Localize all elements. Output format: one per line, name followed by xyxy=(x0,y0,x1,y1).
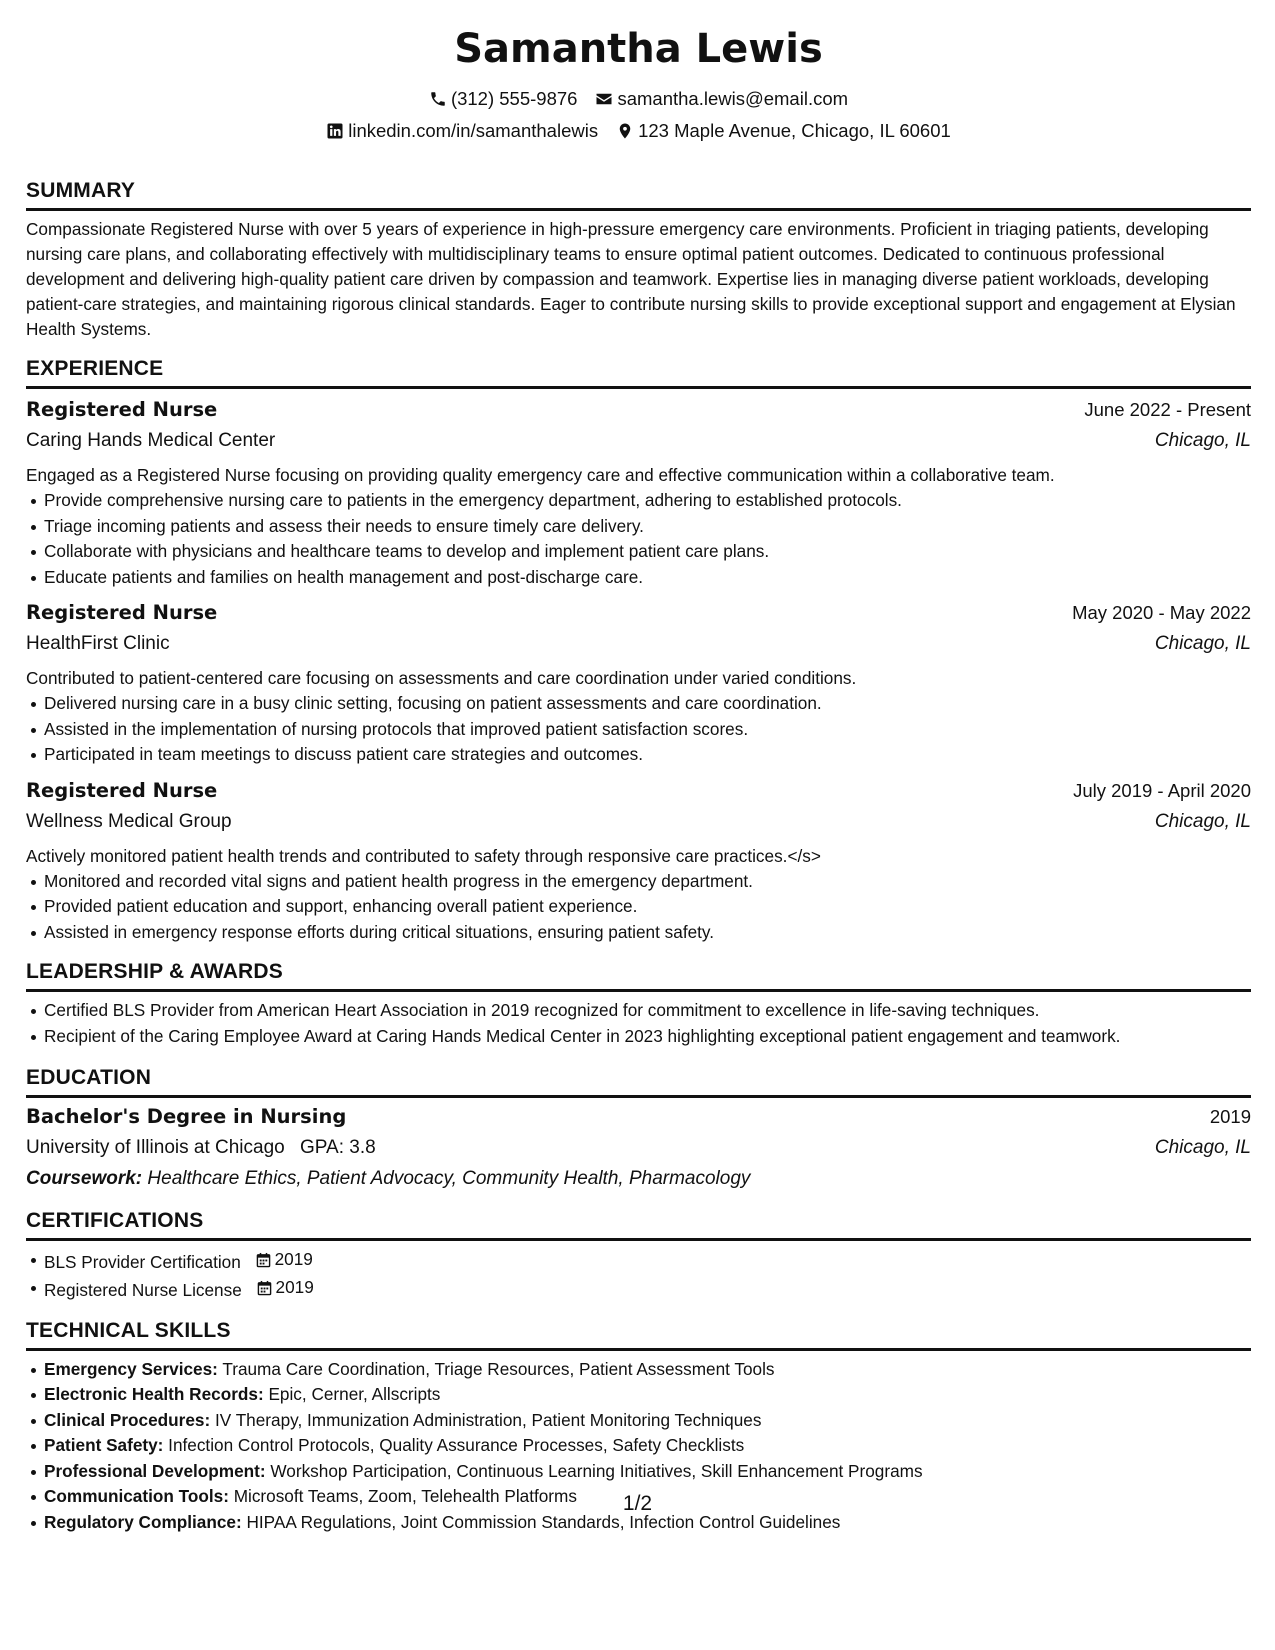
cert-date: 2019 xyxy=(275,1277,314,1298)
linkedin-text: linkedin.com/in/samanthalewis xyxy=(348,120,599,141)
education-section xyxy=(26,1065,1251,1194)
skill-label: Electronic Health Records: xyxy=(44,1384,264,1404)
job-company: Caring Hands Medical Center xyxy=(26,430,276,451)
education-heading: EDUCATION xyxy=(26,1065,1251,1098)
cert-name: BLS Provider Certification xyxy=(44,1251,241,1272)
degree-title: Bachelor's Degree in Nursing xyxy=(26,1105,347,1128)
job-description: Contributed to patient-centered care focusing on assessments and care coordination under varied conditions. xyxy=(26,668,857,688)
certifications-section xyxy=(26,1208,1251,1304)
list-item xyxy=(44,1357,1251,1383)
job-title: Registered Nurse xyxy=(26,601,218,624)
envelope-icon xyxy=(595,90,613,108)
job-bullets xyxy=(26,691,1251,768)
job-title: Registered Nurse xyxy=(26,398,218,421)
cert-date: 2019 xyxy=(274,1249,313,1269)
skill-label: Clinical Procedures: xyxy=(44,1409,211,1430)
list-item: Delivered nursing care in a busy clinic setting, focusing on patient assessments and care coordination. xyxy=(44,691,1251,717)
coursework-line xyxy=(26,1164,1251,1194)
skill-label: Professional Development: xyxy=(44,1460,266,1481)
phone-text: (312) 555-9876 xyxy=(450,88,578,109)
job-company: HealthFirst Clinic xyxy=(26,633,170,654)
calendar-icon xyxy=(257,1280,272,1296)
job-dates: June 2022 - Present xyxy=(1084,399,1251,420)
job-bullets xyxy=(26,869,1251,946)
leadership-section xyxy=(26,959,1251,1049)
contact-address xyxy=(616,118,951,144)
job-location: Chicago, IL xyxy=(1154,430,1251,451)
candidate-name: Samantha Lewis xyxy=(454,26,823,72)
list-item xyxy=(44,1459,1251,1485)
list-item: Provided patient education and support, enhancing overall patient experience. xyxy=(44,894,1251,920)
experience-section xyxy=(26,356,1251,945)
skill-value: Epic, Cerner, Allscripts xyxy=(268,1384,441,1404)
page-number: 1/2 xyxy=(622,1492,653,1515)
job-description: Actively monitored patient health trends and contributed to safety through responsive care practices.</s> xyxy=(26,845,821,866)
job-location: Chicago, IL xyxy=(1154,633,1251,654)
summary-heading: SUMMARY xyxy=(26,178,1251,211)
school-location: Chicago, IL xyxy=(1154,1137,1251,1158)
experience-heading: EXPERIENCE xyxy=(26,356,1251,389)
list-item xyxy=(44,1433,1251,1459)
job-dates: May 2020 - May 2022 xyxy=(1072,602,1251,623)
list-item xyxy=(44,1382,1251,1408)
address-text: 123 Maple Avenue, Chicago, IL 60601 xyxy=(638,120,951,141)
list-item: Educate patients and families on health management and post-discharge care. xyxy=(44,565,1251,591)
contact-row-primary xyxy=(26,86,1251,112)
summary-section xyxy=(26,178,1251,342)
job-entry xyxy=(26,776,1251,946)
contact-phone[interactable] xyxy=(429,86,578,112)
gpa-text: GPA: 3.8 xyxy=(300,1137,376,1158)
skill-label: Patient Safety: xyxy=(44,1435,164,1455)
job-entry xyxy=(26,598,1251,768)
skill-value: Trauma Care Coordination, Triage Resources, Patient Assessment Tools xyxy=(222,1358,775,1379)
job-description: Engaged as a Registered Nurse focusing on providing quality emergency care and effective communication within a collaborative team. xyxy=(26,465,1055,485)
list-item: Participated in team meetings to discuss patient care strategies and outcomes. xyxy=(44,742,1251,768)
job-dates: July 2019 - April 2020 xyxy=(1073,779,1251,801)
coursework-text: Healthcare Ethics, Patient Advocacy, Community Health, Pharmacology xyxy=(147,1168,751,1189)
certifications-list xyxy=(26,1247,1251,1304)
skill-label: Emergency Services: xyxy=(44,1358,218,1379)
job-bullets xyxy=(26,488,1251,590)
list-item xyxy=(44,1408,1251,1434)
graduation-year: 2019 xyxy=(1209,1106,1251,1127)
list-item: Assisted in the implementation of nursing protocols that improved patient satisfaction scores. xyxy=(44,717,1251,743)
skills-heading: TECHNICAL SKILLS xyxy=(26,1318,1251,1351)
list-item: Provide comprehensive nursing care to patients in the emergency department, adhering to established protocols. xyxy=(44,488,1251,514)
list-item: Recipient of the Caring Employee Award at Caring Hands Medical Center in 2023 highlighting exceptional patient engagement and teamwork. xyxy=(44,1024,1251,1050)
list-item: Assisted in emergency response efforts during critical situations, ensuring patient safety. xyxy=(44,920,1251,946)
list-item xyxy=(44,1275,1251,1303)
cert-name: Registered Nurse License xyxy=(44,1280,242,1300)
linkedin-icon xyxy=(326,122,344,140)
leadership-list xyxy=(26,998,1251,1049)
skill-value: Microsoft Teams, Zoom, Telehealth Platforms xyxy=(233,1486,577,1506)
list-item: Monitored and recorded vital signs and patient health progress in the emergency department. xyxy=(44,869,1251,895)
list-item: Triage incoming patients and assess their needs to ensure timely care delivery. xyxy=(44,514,1251,540)
job-entry xyxy=(26,395,1251,590)
school-name: University of Illinois at Chicago xyxy=(26,1137,285,1158)
list-item: Certified BLS Provider from American Heart Association in 2019 recognized for commitment to excellence in life-saving techniques. xyxy=(44,998,1251,1024)
coursework-label: Coursework: xyxy=(26,1168,143,1189)
job-title: Registered Nurse xyxy=(26,778,218,802)
job-company: Wellness Medical Group xyxy=(26,810,232,832)
skill-label: Communication Tools: xyxy=(44,1486,229,1506)
resume-page xyxy=(26,0,1251,1535)
skill-label: Regulatory Compliance: xyxy=(44,1511,242,1532)
list-item: Collaborate with physicians and healthcare teams to develop and implement patient care plans. xyxy=(44,539,1251,565)
contact-linkedin[interactable] xyxy=(326,118,598,144)
skill-value: Workshop Participation, Continuous Learning Initiatives, Skill Enhancement Programs xyxy=(270,1460,923,1481)
calendar-icon xyxy=(256,1252,271,1268)
skill-value: Infection Control Protocols, Quality Assurance Processes, Safety Checklists xyxy=(168,1435,745,1455)
contact-email[interactable] xyxy=(595,86,848,112)
summary-text: Compassionate Registered Nurse with over 5 years of experience in high-pressure emergency care environments. Proficient in triaging patients, developing nursing care plans, and collaborating effectively with multidisciplinary teams to ensure optimal patient outcomes. Dedicated to continuous professional development and delivering high-quality patient care driven by compassion and teamwork. Expertise lies in managing diverse patient workloads, developing patient-care strategies, and maintaining rigorous clinical standards. Eager to contribute nursing skills to provide exceptional support and engagement at Elysian Health Systems. xyxy=(26,219,1236,339)
list-item xyxy=(44,1247,1251,1275)
skill-value: IV Therapy, Immunization Administration, Patient Monitoring Techniques xyxy=(214,1409,762,1430)
contact-row-secondary xyxy=(26,118,1251,144)
leadership-heading: LEADERSHIP & AWARDS xyxy=(26,959,1251,992)
skill-value: HIPAA Regulations, Joint Commission Standards, Infection Control Guidelines xyxy=(246,1511,841,1532)
map-pin-icon xyxy=(616,122,634,140)
job-location: Chicago, IL xyxy=(1154,810,1251,832)
phone-icon xyxy=(429,90,447,108)
certifications-heading: CERTIFICATIONS xyxy=(26,1208,1251,1241)
email-text: samantha.lewis@email.com xyxy=(617,88,849,109)
